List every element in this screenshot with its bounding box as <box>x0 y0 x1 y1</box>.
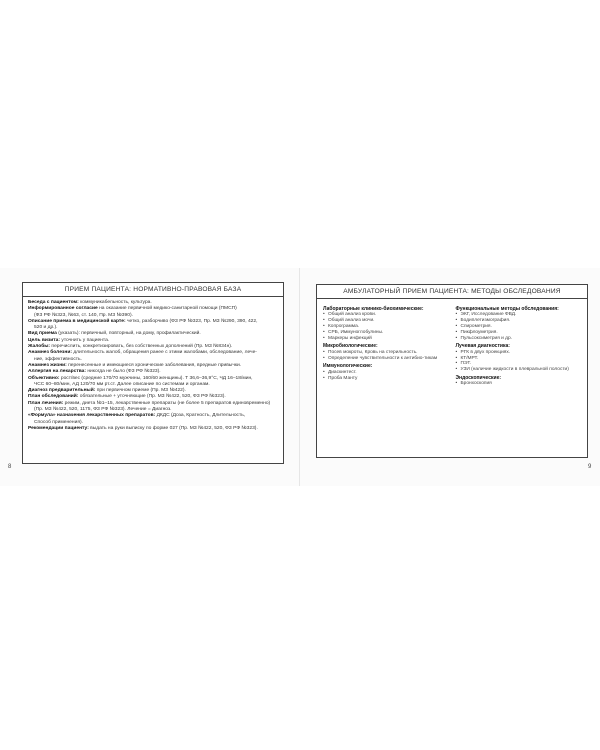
legal-basis-title: ПРИЕМ ПАЦИЕНТА: НОРМАТИВНО-ПРАВОВАЯ БАЗА <box>23 283 283 297</box>
legal-entry-term: «Формула» назначения лекарственных препаратов: <box>28 413 156 419</box>
legal-entry-term: Анамнез жизни: <box>28 362 67 368</box>
legal-entry-text: режим, диета №1–15, лекарственные препараты (не более 5 препаратов единовременно) <box>63 400 271 406</box>
legal-basis-box <box>22 282 284 464</box>
legal-basis-list <box>23 297 283 432</box>
legal-entry <box>28 401 279 414</box>
legal-entry-term: Информированное согласие <box>28 306 98 312</box>
method-list-item: • Посев мокроты, Кровь на стерильность. <box>323 350 450 356</box>
legal-entry-text: рост/вес (средние 170/70 мужчины, 160/60 женщины). Т 36,6–36,9°С, ЧД 16–18/мин, <box>59 375 253 381</box>
legal-entry-continuation: (ФЗ РФ №323, №63, ст. 140, Пр. МЗ №390). <box>34 312 133 318</box>
legal-entry-term: Объективно: <box>28 375 60 381</box>
legal-entry-term: Цель визита: <box>28 337 61 343</box>
legal-entry-continuation: ние, эффективность. <box>34 356 82 362</box>
method-list-item: • Проба Манту <box>323 376 450 382</box>
legal-entry-text: выдать на руки выписку по форме 027 (Пр. МЗ №422, 520, ФЗ РФ №323). <box>88 425 258 431</box>
legal-entry <box>28 319 279 332</box>
method-list <box>323 312 450 341</box>
legal-entry-text: никогда не было (ФЗ РФ №323). <box>86 369 161 375</box>
legal-entry-term: Рекомендации пациенту: <box>28 425 89 431</box>
legal-entry-term: Беседа с пациентом: <box>28 300 79 305</box>
legal-entry-text: длительность жалоб, обращения ранее с этими жалобами, обследование, лече- <box>71 350 257 356</box>
method-list-item: • Определение чувствительности к антибио-тикам <box>323 356 450 362</box>
method-list-item: • Диаскинтест. <box>323 370 450 376</box>
legal-entry-text: на оказание первичной медико-санитарной помощи (ПМСП) <box>97 306 237 312</box>
legal-entry <box>28 376 279 389</box>
page-number-right: 9 <box>588 464 592 470</box>
method-section-heading: Лабораторные клинико-биохимические: <box>323 306 424 312</box>
method-section-heading: Лучевая диагностика: <box>455 343 510 350</box>
legal-entry-term: План лечения: <box>28 400 64 406</box>
method-list <box>456 350 583 373</box>
method-section-heading: Иммунологические: <box>323 363 373 370</box>
legal-entry-term: Аллергия на лекарства: <box>28 369 86 375</box>
method-list-item: • Бодиплетизмография. <box>456 318 583 324</box>
legal-entry-text: перенесенные и имеющиеся хронические заболевания, вредные привычки. <box>66 362 242 368</box>
method-list <box>323 370 450 382</box>
method-list <box>323 350 450 362</box>
method-list-item: • Спирометрия. <box>456 324 583 330</box>
legal-entry-continuation: 520 и др.). <box>34 325 58 331</box>
method-section-heading: Функциональные методы обследования: <box>455 306 559 312</box>
method-list-item: • Бронхоскопия <box>456 381 583 387</box>
method-list-item: • Пикфлоуметрия. <box>456 330 583 336</box>
method-list-item: • Общий анализ мочи. <box>323 318 450 324</box>
legal-entry-text: уточнить у пациента. <box>60 337 110 343</box>
legal-entry-term: Диагноз предварительный: <box>28 388 96 394</box>
method-list-item: • ПЭТ. <box>456 361 583 367</box>
exam-methods-left-column <box>323 304 450 388</box>
method-section-heading: Микробиологические: <box>323 343 378 350</box>
right-page <box>300 268 600 486</box>
left-page <box>0 268 300 486</box>
method-list <box>456 312 583 341</box>
method-section-heading: Эндоскопические: <box>455 374 502 381</box>
method-list-item: • Копрограмма. <box>323 324 450 330</box>
method-list-item: • СРБ, Иммуноглобулины. <box>323 330 450 336</box>
legal-entry-text: коммуникабельность, культура. <box>78 300 152 305</box>
legal-entry-text: обязательные + уточняющие (Пр. МЗ №422, 520, ФЗ РФ №323). <box>78 394 226 400</box>
legal-entry <box>28 350 279 363</box>
method-list-item: • УЗИ (наличие жидкости в плевральной полости) <box>456 367 583 373</box>
legal-entry-text: четко, разборчиво (ФЗ РФ №323, Пр. МЗ №290, 390, 422, <box>125 318 258 324</box>
page-number-left: 8 <box>8 464 12 470</box>
exam-methods-title: АМБУЛАТОРНЫЙ ПРИЕМ ПАЦИЕНТА: МЕТОДЫ ОБСЛЕДОВАНИЯ <box>317 285 587 299</box>
legal-entry-term: Жалобы: <box>28 344 51 350</box>
method-list-item: • Маркеры инфекций <box>323 336 450 342</box>
method-list-item: • Общий анализ крови. <box>323 312 450 318</box>
legal-entry-text: при первичном приеме (Пр. МЗ №422). <box>95 388 186 394</box>
method-list <box>456 381 583 387</box>
method-list-item: • РГК в двух проекциях. <box>456 350 583 356</box>
method-list-item: • Пульсоксиметрия и др. <box>456 336 583 342</box>
exam-methods-right-column <box>450 304 583 388</box>
legal-entry <box>28 426 279 432</box>
exam-methods-box <box>316 284 588 458</box>
legal-entry-term: Анамнез болезни: <box>28 350 72 356</box>
method-list-item: • ЭКГ, Исследование ФВД. <box>456 312 583 318</box>
legal-entry <box>28 306 279 319</box>
legal-entry-continuation: (Пр. МЗ №422, 520, 1175, ФЗ РФ №323). Лечение = Диагноз. <box>34 407 172 413</box>
legal-entry-term: Вид приема <box>28 331 57 337</box>
exam-methods-columns <box>317 299 587 388</box>
legal-entry-term: План обследований: <box>28 394 79 400</box>
method-list-item: • КТ/МРТ. <box>456 356 583 362</box>
legal-entry-continuation: ЧСС 60–80/мин, АД 120/70 мм рт.ст. Далее описание по системам и органам. <box>34 381 210 387</box>
legal-entry-text: ДКДС (Доза, Кратность, Длительность, <box>155 413 246 419</box>
legal-entry <box>28 413 279 426</box>
legal-entry-continuation: Способ применения). <box>34 419 83 425</box>
legal-entry-text: (указать): первичный, повторный, на дому, профилактический. <box>56 331 201 337</box>
legal-entry-term: Описание приема в медицинской карте: <box>28 318 126 324</box>
legal-entry-text: перечислить, конкретизировать, без собственных дополнений (Пр. МЗ №834н). <box>50 344 233 350</box>
